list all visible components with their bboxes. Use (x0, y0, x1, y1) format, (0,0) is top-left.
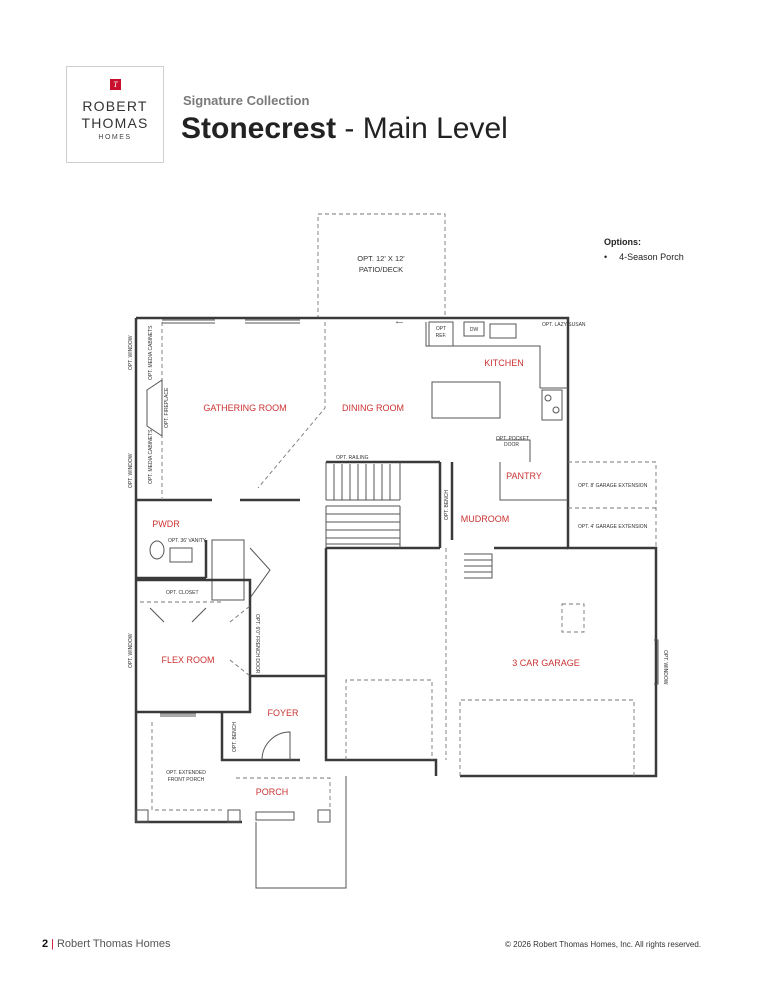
media-cabinet-label-2: OPT. MEDIA CABINETS (148, 429, 154, 484)
stair-lower (326, 506, 400, 548)
burner (553, 407, 559, 413)
garage-door-2 (460, 700, 634, 776)
closet-doors (150, 608, 206, 622)
garage-ext-4-label: OPT. 4' GARAGE EXTENSION (578, 524, 648, 530)
flex-window (160, 714, 196, 716)
brand-line-2: THOMAS (81, 115, 149, 131)
burner (545, 395, 551, 401)
garage-ext-8 (568, 462, 656, 548)
garage-window-label: OPT. WINDOW (662, 650, 668, 685)
sink (490, 324, 516, 338)
pwdr-label: PWDR (152, 519, 180, 529)
option-label: 4-Season Porch (619, 252, 684, 262)
french-door-label: OPT. 6'0" FRENCH DOOR (254, 614, 260, 674)
garage-label: 3 CAR GARAGE (512, 658, 580, 668)
coat-closet (212, 540, 270, 600)
opt-window-label: OPT. WINDOW (128, 335, 134, 370)
footer-company: Robert Thomas Homes (56, 938, 171, 950)
garage-wall (460, 462, 656, 776)
footer-page (42, 938, 171, 950)
bullet-icon: • (604, 252, 608, 262)
collection-label: Signature Collection (183, 93, 310, 108)
porch-column (136, 810, 148, 822)
footer-divider: | (51, 938, 54, 950)
opt-ref-label: OPT (435, 326, 447, 332)
front-step (256, 812, 294, 820)
brand-line-3: HOMES (98, 134, 132, 141)
kitchen-counter (426, 322, 568, 388)
porch-column (228, 810, 240, 822)
pwdr-walls (136, 540, 206, 578)
ext-porch-label-2: FRONT PORCH (167, 777, 205, 783)
garage-ext-8-label: OPT. 8' GARAGE EXTENSION (578, 483, 648, 489)
patio-label: OPT. 12' X 12' (357, 254, 405, 263)
garage-steps (464, 554, 492, 578)
toilet (150, 541, 164, 559)
media-cabinet-label: OPT. MEDIA CABINETS (148, 325, 154, 380)
brand-mark-icon: T (110, 79, 121, 90)
range (542, 390, 562, 420)
opt-ref-label-2: REF. (435, 333, 447, 339)
plan-level: - Main Level (336, 112, 508, 145)
patio-label-2: PATIO/DECK (358, 265, 404, 274)
pantry-walls (496, 440, 568, 500)
pantry-label: PANTRY (506, 471, 542, 481)
options-heading: Options: (604, 237, 641, 247)
garage-left-wall (326, 548, 436, 776)
french-door (230, 606, 250, 676)
rear-windows (162, 320, 300, 323)
dining-room-label: DINING ROOM (342, 403, 404, 413)
foyer-label: FOYER (267, 708, 299, 718)
pocket-door-label-2: DOOR (504, 442, 519, 448)
front-door (262, 732, 290, 760)
lazy-susan-label: OPT. LAZY SUSAN (542, 322, 586, 328)
vanity (170, 548, 192, 562)
page-number: 2 (42, 938, 49, 950)
fireplace-outline (147, 380, 162, 436)
gathering-room-label: GATHERING ROOM (203, 403, 287, 413)
fireplace-label: OPT. FIREPLACE (164, 387, 170, 428)
vanity-label: OPT. 36' VANITY (168, 538, 207, 544)
stair-treads (334, 464, 390, 500)
opt-window-label-2: OPT. WINDOW (128, 453, 134, 488)
pocket-door-label: OPT. POCKET (496, 436, 530, 442)
flex-window-label: OPT. WINDOW (128, 633, 134, 668)
bench-label: OPT. BENCH (444, 489, 450, 520)
attic-access (562, 604, 584, 632)
porch-label: PORCH (255, 787, 289, 797)
foyer-bench-label: OPT. BENCH (232, 721, 238, 752)
kitchen-island (432, 382, 500, 418)
flex-room-label: FLEX ROOM (161, 655, 215, 665)
porch-column (318, 810, 330, 822)
stair-upper (326, 462, 400, 500)
brand-line-1: ROBERT (82, 98, 148, 114)
garage-door-1 (346, 680, 432, 760)
kitchen-label: KITCHEN (484, 358, 524, 368)
mudroom-label: MUDROOM (460, 514, 510, 524)
slider-arrow: ⟵ (396, 320, 404, 326)
ext-porch-label: OPT. EXTENDED (166, 770, 206, 776)
closet-label: OPT. CLOSET (166, 590, 199, 596)
porch-outline (152, 722, 330, 810)
dw-label: DW (469, 327, 479, 333)
railing-label: OPT. RAILING (336, 455, 369, 461)
footer-copyright: © 2026 Robert Thomas Homes, Inc. All rights reserved. (505, 940, 702, 949)
plan-name: Stonecrest (181, 112, 337, 145)
